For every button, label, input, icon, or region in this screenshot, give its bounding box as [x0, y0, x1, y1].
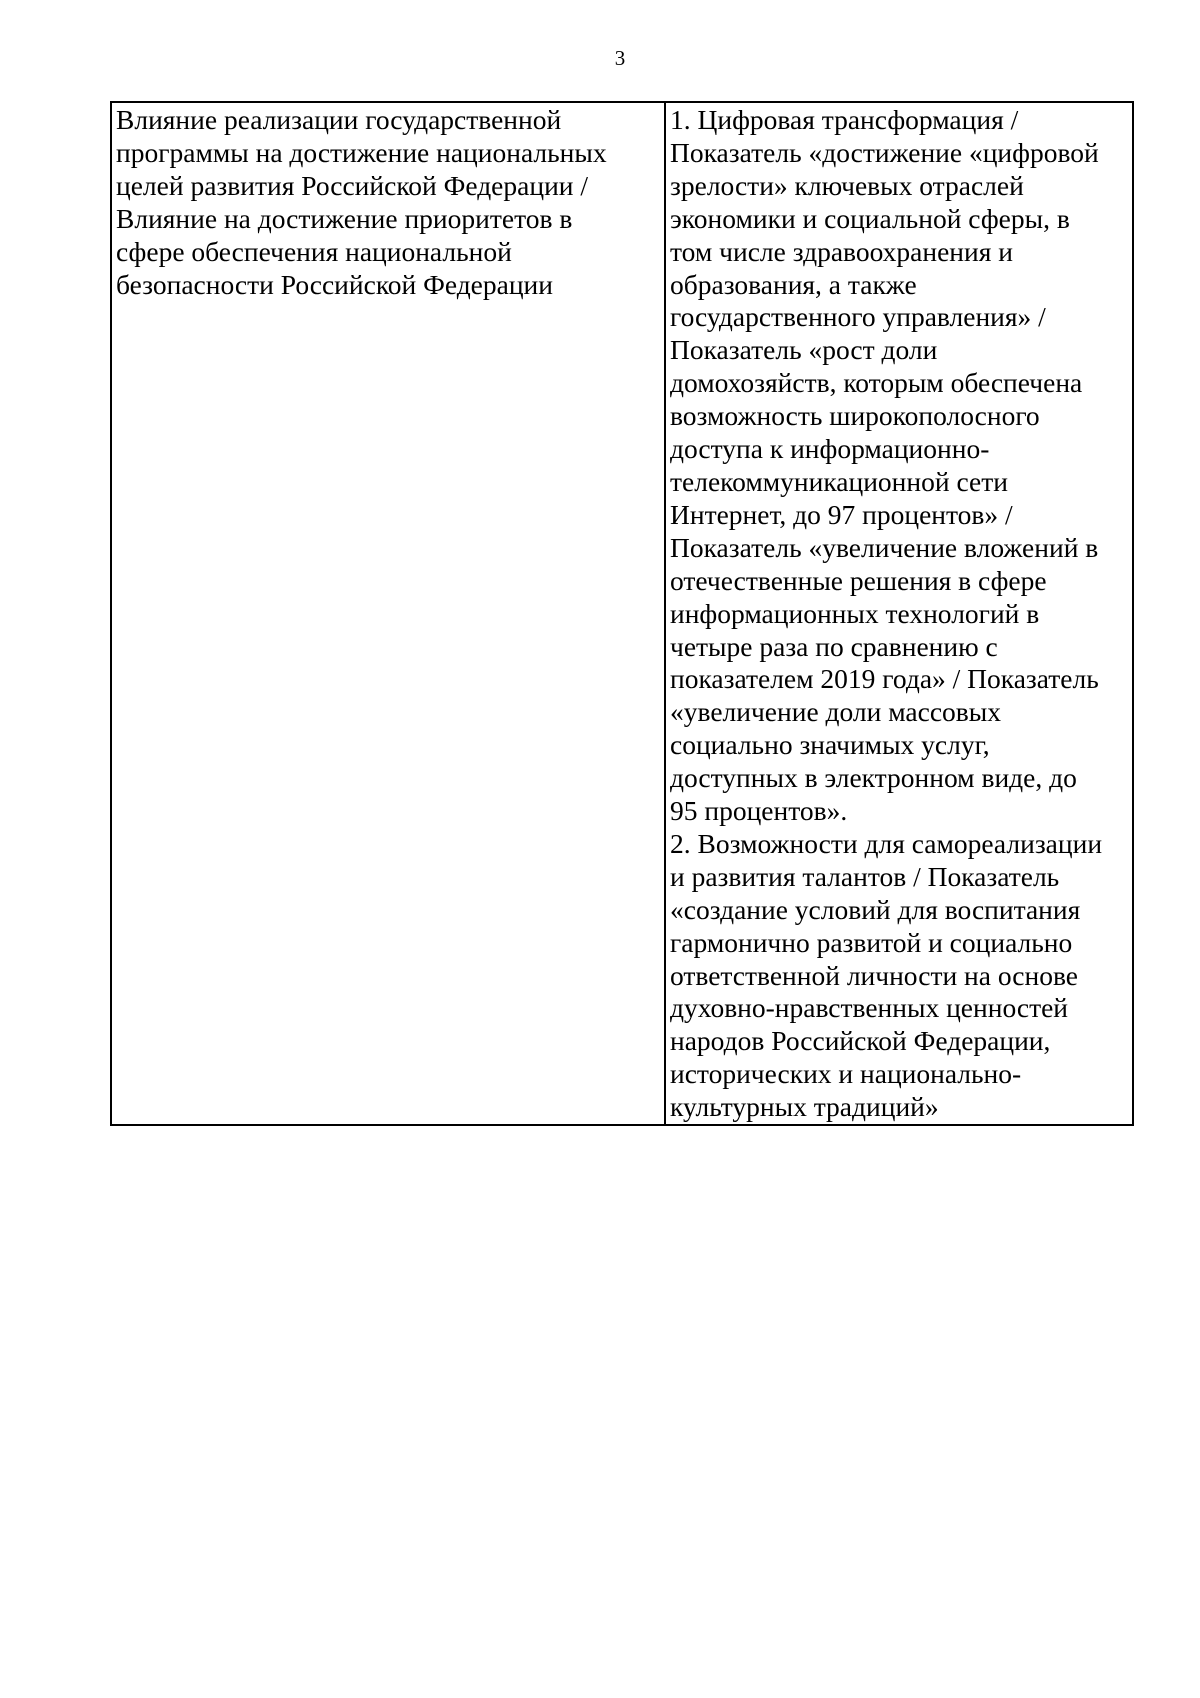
text-line: программы на достижение национальных: [116, 136, 607, 168]
text-line: Показатель «увеличение вложений в: [670, 531, 1099, 563]
goals-table: [110, 101, 1134, 1126]
text-line: отечественные решения в сфере: [670, 564, 1047, 596]
text-line: четыре раза по сравнению с: [670, 630, 998, 662]
text-line: Интернет, до 97 процентов» /: [670, 498, 1013, 530]
text-line: социально значимых услуг,: [670, 729, 990, 761]
text-line: «увеличение доли массовых: [670, 696, 1002, 728]
text-line: Влияние на достижение приоритетов в: [116, 202, 573, 234]
text-line: сфере обеспечения национальной: [116, 235, 512, 267]
text-line: «создание условий для воспитания: [670, 893, 1081, 925]
text-line: экономики и социальной сферы, в: [670, 202, 1070, 234]
text-line: безопасности Российской Федерации: [116, 268, 553, 300]
text-line: Показатель «рост доли: [670, 334, 938, 366]
text-line: ответственной личности на основе: [670, 959, 1078, 991]
national-goals-cell: [665, 102, 1133, 1125]
text-line: Показатель «достижение «цифровой: [670, 136, 1099, 168]
impact-description-cell: [111, 102, 665, 1125]
text-line: целей развития Российской Федерации /: [116, 169, 589, 201]
text-line: духовно-нравственных ценностей: [670, 992, 1069, 1024]
page-number: 3: [614, 46, 626, 70]
text-line: 95 процентов».: [670, 795, 848, 827]
text-line: 2. Возможности для самореализации: [670, 827, 1103, 859]
text-line: культурных традиций»: [670, 1091, 939, 1123]
text-line: государственного управления» /: [670, 301, 1046, 333]
text-line: доступных в электронном виде, до: [670, 762, 1077, 794]
text-line: народов Российской Федерации,: [670, 1025, 1051, 1057]
table-row: [111, 102, 1133, 1125]
text-line: домохозяйств, которым обеспечена: [670, 367, 1083, 399]
text-line: информационных технологий в: [670, 597, 1040, 629]
text-line: возможность широкополосного: [670, 400, 1040, 432]
text-line: показателем 2019 года» / Показатель: [670, 663, 1099, 695]
text-line: том числе здравоохранения и: [670, 235, 1013, 267]
text-line: зрелости» ключевых отраслей: [670, 169, 1024, 201]
text-line: телекоммуникационной сети: [670, 465, 1008, 497]
text-line: 1. Цифровая трансформация /: [670, 104, 1019, 135]
text-line: и развития талантов / Показатель: [670, 860, 1060, 892]
text-line: гармонично развитой и социально: [670, 926, 1073, 958]
text-line: Влияние реализации государственной: [116, 104, 562, 135]
text-line: образования, а также: [670, 268, 917, 300]
text-line: исторических и национально-: [670, 1058, 1022, 1090]
text-line: доступа к информационно-: [670, 433, 990, 465]
